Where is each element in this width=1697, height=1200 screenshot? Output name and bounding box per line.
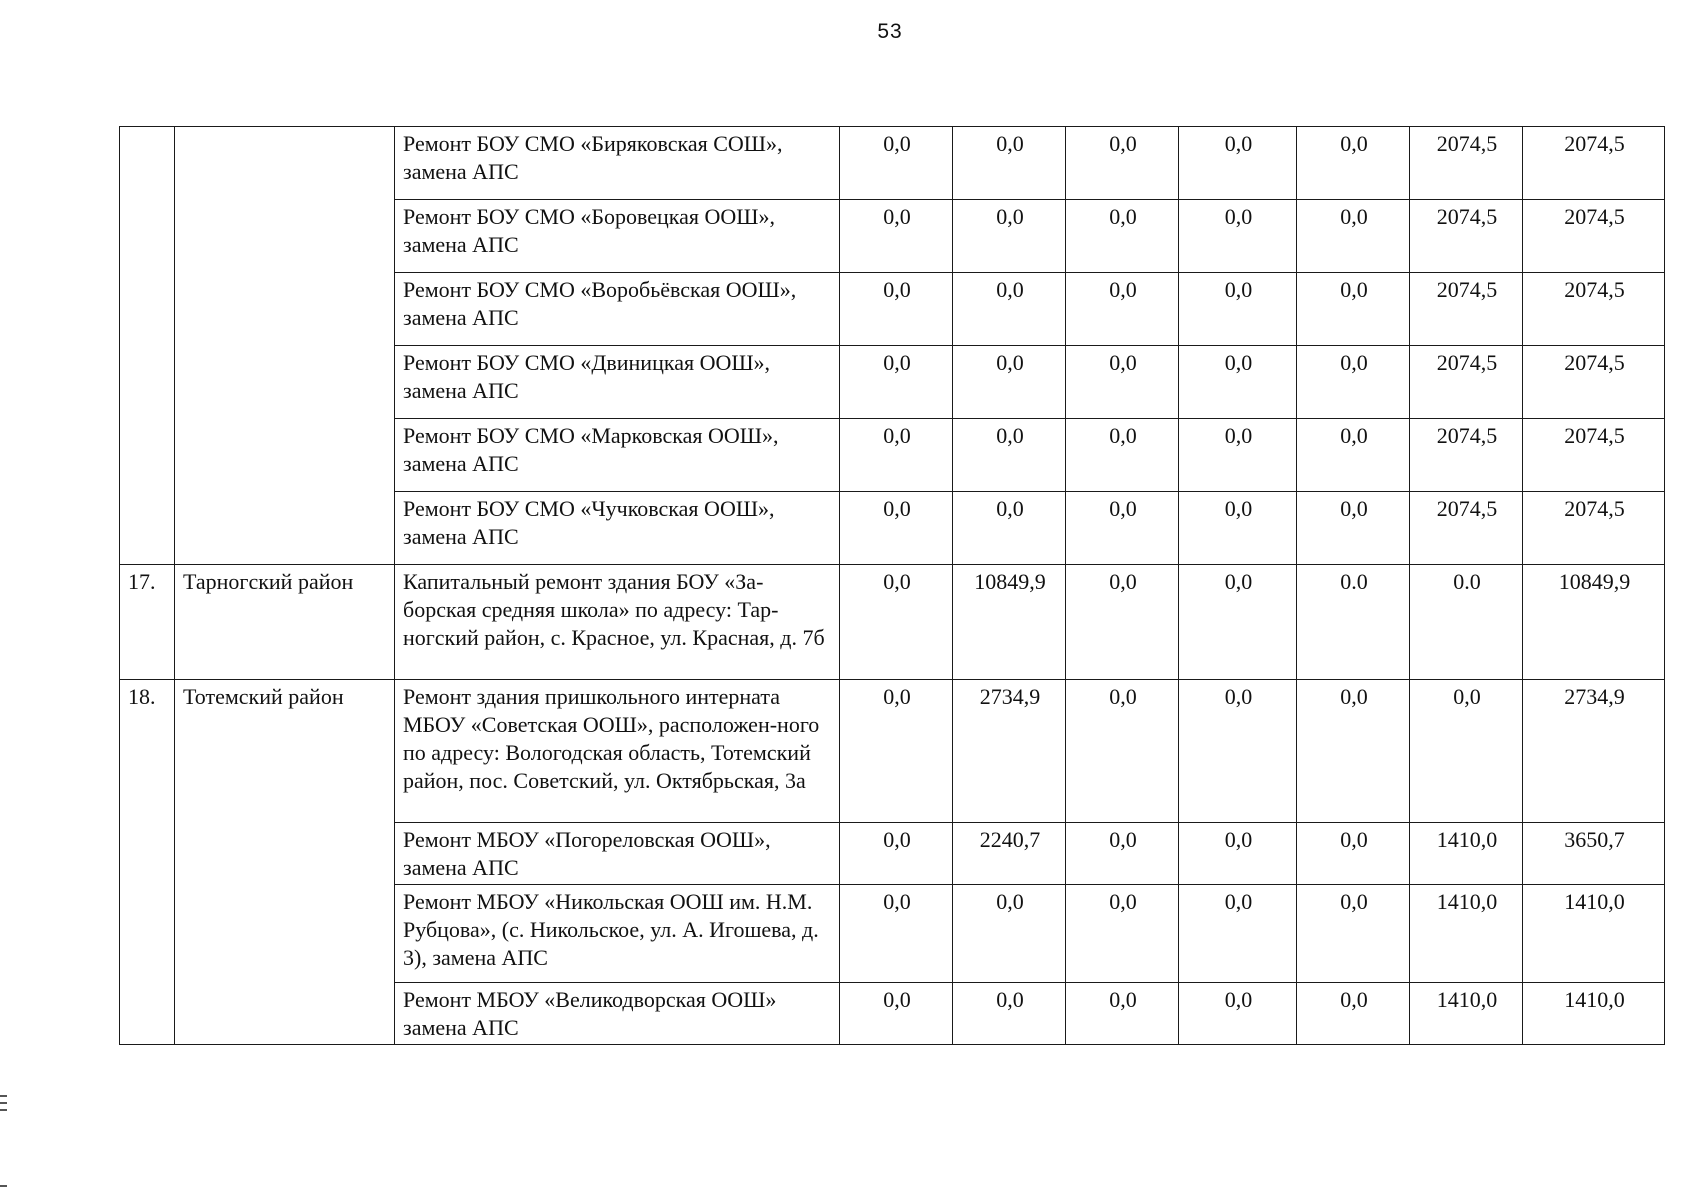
value-cell: 0,0 [840, 346, 953, 419]
row-index-cell [120, 127, 175, 565]
value-cell: 0.0 [1297, 565, 1410, 680]
value-cell: 0,0 [840, 419, 953, 492]
page-number: 53 [877, 20, 903, 43]
value-cell: 0,0 [953, 273, 1066, 346]
value-cell: 0,0 [1297, 200, 1410, 273]
table-row [120, 127, 1665, 200]
scan-mark [0, 1109, 7, 1111]
value-cell: 2734,9 [1523, 680, 1665, 823]
value-cell: 2074,5 [1410, 200, 1523, 273]
value-cell: 2074,5 [1410, 492, 1523, 565]
district-cell [175, 127, 395, 565]
value-cell: 0,0 [840, 127, 953, 200]
value-cell: 0,0 [840, 983, 953, 1045]
scan-mark [0, 1102, 7, 1104]
value-cell: 2074,5 [1523, 200, 1665, 273]
value-cell: 2074,5 [1523, 492, 1665, 565]
value-cell: 0,0 [953, 200, 1066, 273]
value-cell: 2074,5 [1523, 273, 1665, 346]
value-cell: 0,0 [1297, 983, 1410, 1045]
value-cell: 1410,0 [1410, 885, 1523, 983]
value-cell: 0,0 [1297, 680, 1410, 823]
description-cell: Ремонт МБОУ «Погореловская ООШ», замена АПС [395, 823, 840, 885]
value-cell: 0,0 [1066, 565, 1179, 680]
row-index-cell: 17. [120, 565, 175, 680]
value-cell: 0,0 [1179, 127, 1297, 200]
value-cell: 0,0 [1297, 823, 1410, 885]
value-cell: 0,0 [1297, 419, 1410, 492]
description-cell: Ремонт БОУ СМО «Марковская ООШ», замена АПС [395, 419, 840, 492]
value-cell: 2074,5 [1410, 419, 1523, 492]
value-cell: 0,0 [1179, 823, 1297, 885]
value-cell: 0,0 [1179, 273, 1297, 346]
table-row [120, 680, 1665, 823]
value-cell: 0,0 [1410, 680, 1523, 823]
value-cell: 0,0 [1297, 346, 1410, 419]
value-cell: 2734,9 [953, 680, 1066, 823]
value-cell: 0,0 [1297, 885, 1410, 983]
value-cell: 0,0 [1297, 492, 1410, 565]
value-cell: 0,0 [1066, 680, 1179, 823]
value-cell: 0,0 [840, 492, 953, 565]
value-cell: 2074,5 [1410, 127, 1523, 200]
value-cell: 0,0 [1179, 419, 1297, 492]
value-cell: 0,0 [953, 885, 1066, 983]
value-cell: 0,0 [1066, 200, 1179, 273]
value-cell: 0,0 [1297, 273, 1410, 346]
district-cell: Тотемский район [175, 680, 395, 1045]
value-cell: 0,0 [1066, 885, 1179, 983]
value-cell: 0,0 [953, 346, 1066, 419]
value-cell: 0,0 [953, 492, 1066, 565]
value-cell: 0,0 [1179, 565, 1297, 680]
value-cell: 2240,7 [953, 823, 1066, 885]
description-cell: Ремонт МБОУ «Никольская ООШ им. Н.М. Рубцова», (с. Никольское, ул. А. Игошева, д. 3), замена АПС [395, 885, 840, 983]
description-cell: Капитальный ремонт здания БОУ «За-борская средняя школа» по адресу: Тар-ногский район, с. Красное, ул. Красная, д. 7б [395, 565, 840, 680]
value-cell: 0,0 [840, 565, 953, 680]
value-cell: 0,0 [953, 983, 1066, 1045]
value-cell: 0,0 [1297, 127, 1410, 200]
table-body [120, 127, 1665, 1045]
budget-table [119, 126, 1665, 1045]
value-cell: 0,0 [1066, 127, 1179, 200]
district-cell: Тарногский район [175, 565, 395, 680]
value-cell: 1410,0 [1523, 885, 1665, 983]
value-cell: 1410,0 [1410, 983, 1523, 1045]
value-cell: 10849,9 [953, 565, 1066, 680]
value-cell: 0,0 [1066, 823, 1179, 885]
value-cell: 0,0 [840, 885, 953, 983]
value-cell: 2074,5 [1523, 346, 1665, 419]
value-cell: 3650,7 [1523, 823, 1665, 885]
value-cell: 2074,5 [1410, 346, 1523, 419]
value-cell: 0.0 [1410, 565, 1523, 680]
value-cell: 0,0 [840, 273, 953, 346]
value-cell: 2074,5 [1523, 127, 1665, 200]
value-cell: 0,0 [1066, 983, 1179, 1045]
value-cell: 0,0 [1066, 273, 1179, 346]
description-cell: Ремонт БОУ СМО «Двиницкая ООШ», замена АПС [395, 346, 840, 419]
table-row [120, 565, 1665, 680]
value-cell: 0,0 [1179, 200, 1297, 273]
description-cell: Ремонт здания пришкольного интерната МБОУ «Советская ООШ», расположен-ного по адресу: Вологодская область, Тотемский район, пос. Советский, ул. Октябрьская, 3а [395, 680, 840, 823]
value-cell: 0,0 [1066, 346, 1179, 419]
value-cell: 0,0 [1066, 492, 1179, 565]
value-cell: 0,0 [840, 680, 953, 823]
description-cell: Ремонт БОУ СМО «Боровецкая ООШ», замена АПС [395, 200, 840, 273]
value-cell: 0,0 [1179, 492, 1297, 565]
scan-mark [0, 1095, 7, 1097]
value-cell: 0,0 [1179, 680, 1297, 823]
value-cell: 0,0 [953, 127, 1066, 200]
value-cell: 0,0 [1179, 983, 1297, 1045]
value-cell: 2074,5 [1410, 273, 1523, 346]
value-cell: 0,0 [840, 200, 953, 273]
value-cell: 2074,5 [1523, 419, 1665, 492]
value-cell: 0,0 [953, 419, 1066, 492]
value-cell: 1410,0 [1523, 983, 1665, 1045]
value-cell: 1410,0 [1410, 823, 1523, 885]
value-cell: 0,0 [1066, 419, 1179, 492]
value-cell: 10849,9 [1523, 565, 1665, 680]
description-cell: Ремонт БОУ СМО «Воробьёвская ООШ», замена АПС [395, 273, 840, 346]
row-index-cell: 18. [120, 680, 175, 1045]
value-cell: 0,0 [1179, 346, 1297, 419]
description-cell: Ремонт БОУ СМО «Биряковская СОШ», замена АПС [395, 127, 840, 200]
description-cell: Ремонт БОУ СМО «Чучковская ООШ», замена АПС [395, 492, 840, 565]
description-cell: Ремонт МБОУ «Великодворская ООШ» замена АПС [395, 983, 840, 1045]
scan-mark [0, 1185, 7, 1187]
value-cell: 0,0 [1179, 885, 1297, 983]
value-cell: 0,0 [840, 823, 953, 885]
